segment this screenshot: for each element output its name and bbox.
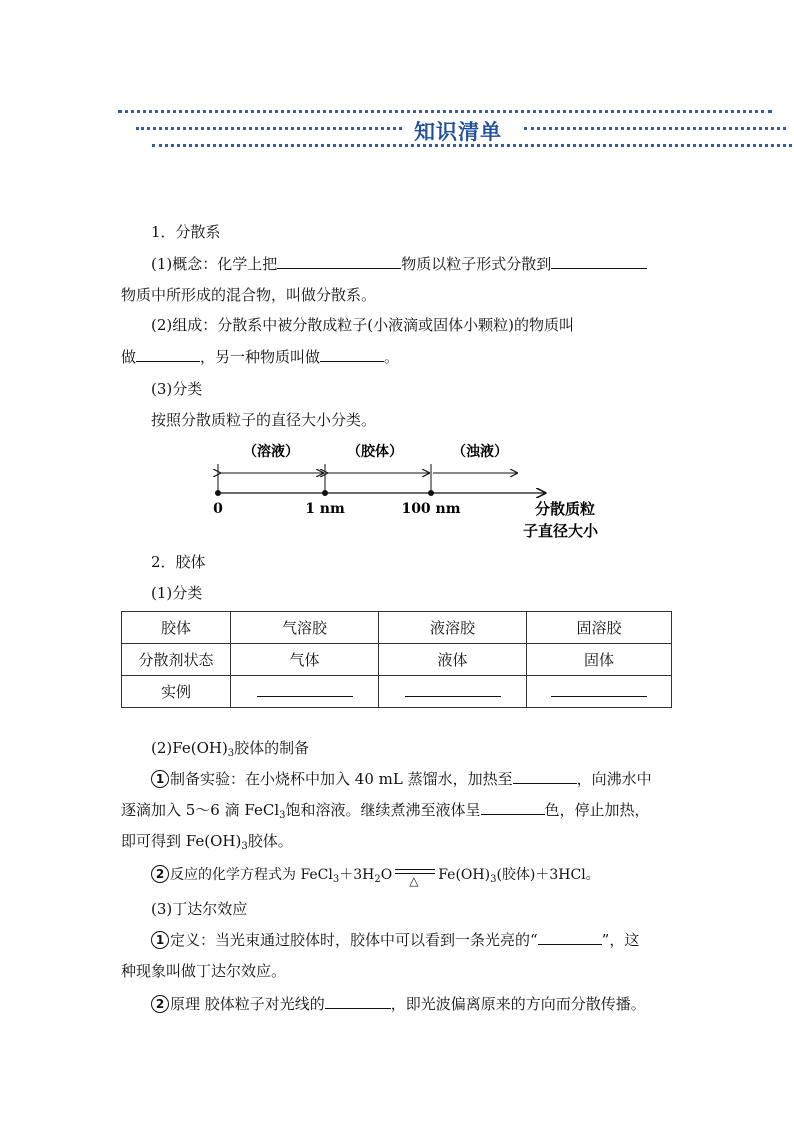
- classification-desc: 按照分散质粒子的直径大小分类。: [151, 411, 377, 429]
- definition-line-1: [151, 930, 639, 950]
- point-0: [215, 490, 221, 496]
- table-row: [122, 612, 672, 644]
- reaction-condition: [395, 865, 435, 888]
- subscript: 2: [374, 874, 381, 885]
- table-cell: 固体: [527, 644, 672, 676]
- header-dots-right: [524, 127, 786, 130]
- table-cell: 气体: [231, 644, 379, 676]
- point-1nm: [322, 490, 328, 496]
- concept-line-1: [151, 254, 647, 274]
- text: ＋3H: [339, 867, 375, 883]
- colloid-classification: (1)分类: [151, 584, 203, 602]
- header-dots-top: [118, 110, 772, 113]
- blank: [538, 930, 602, 945]
- label-suspension: （浊液）: [452, 444, 508, 460]
- table-cell: [231, 676, 379, 708]
- text: ，向沸水中: [576, 770, 652, 788]
- header-dots-left: [136, 127, 402, 130]
- blank: [405, 684, 501, 697]
- heading-dispersion-system: 1．分散系: [151, 223, 221, 241]
- subscript: 3: [227, 748, 235, 759]
- table-cell: 分散剂状态: [122, 644, 231, 676]
- experiment-line-3: [121, 831, 293, 851]
- text: 物质以粒子形式分散到: [401, 255, 552, 273]
- text: (2)Fe(OH): [151, 739, 228, 757]
- composition-line-1: (2)组成：分散系中被分散成粒子(小液滴或固体小颗粒)的物质叫: [151, 316, 574, 334]
- text: 制备实验：在小烧杯中加入 40 mL 蒸馏水，加热至: [170, 770, 513, 788]
- circled-number: 1: [151, 931, 169, 949]
- colloid-table: [121, 611, 672, 708]
- text: 反应的化学方程式为 FeCl: [170, 867, 333, 883]
- principle-line: [151, 994, 646, 1014]
- blank: [551, 254, 647, 269]
- label-solution: （溶液）: [243, 444, 299, 460]
- label-colloid: （胶体）: [347, 444, 403, 460]
- subscript: 3: [490, 874, 497, 885]
- table-row: [122, 676, 672, 708]
- text: 定义：当光束通过胶体时，胶体中可以看到一条光亮的“: [170, 931, 538, 949]
- blank: [257, 684, 353, 697]
- circled-number: 2: [151, 865, 169, 883]
- axis-label-2: 子直径大小: [523, 522, 599, 540]
- text: O: [380, 867, 393, 883]
- composition-line-2: [121, 347, 399, 367]
- subscript: 3: [279, 810, 286, 821]
- text: 。: [384, 348, 400, 366]
- heading-colloid: 2．胶体: [151, 553, 206, 571]
- circled-number: 2: [151, 995, 169, 1013]
- tick-label-100nm: 100 nm: [401, 501, 461, 517]
- section-title: 知识清单: [414, 120, 502, 144]
- text: 做: [121, 348, 137, 366]
- text: 原理 胶体粒子对光线的: [170, 995, 325, 1013]
- text: (胶体)＋3HCl。: [496, 867, 600, 883]
- preparation-heading: [151, 738, 309, 758]
- blank: [277, 254, 401, 269]
- table-cell: 胶体: [122, 612, 231, 644]
- table-cell: 实例: [122, 676, 231, 708]
- subscript: 3: [332, 874, 340, 885]
- subscript: 3: [241, 841, 248, 852]
- text: ，另一种物质叫做: [200, 348, 321, 366]
- table-cell: 固溶胶: [527, 612, 672, 644]
- table-cell: 气溶胶: [231, 612, 379, 644]
- text: (1)概念：化学上把: [151, 255, 278, 273]
- blank: [325, 994, 391, 1009]
- concept-line-2: 物质中所形成的混合物，叫做分散系。: [121, 286, 377, 304]
- definition-line-2: 种现象叫做丁达尔效应。: [121, 962, 287, 980]
- text: 饱和溶液。继续煮沸至液体呈: [285, 801, 481, 819]
- table-cell: [379, 676, 527, 708]
- text: 胶体的制备: [234, 739, 310, 757]
- text: 即可得到 Fe(OH): [121, 832, 242, 850]
- experiment-line-2: [121, 800, 650, 820]
- blank: [551, 684, 647, 697]
- text: Fe(OH): [438, 867, 491, 883]
- classification-heading: (3)分类: [151, 380, 203, 398]
- tick-label-0: 0: [213, 501, 223, 517]
- text: 色，停止加热，: [544, 801, 650, 819]
- blank: [513, 769, 577, 784]
- text: 逐滴加入 5～6 滴 FeCl: [121, 801, 280, 819]
- particle-size-diagram: [205, 436, 635, 546]
- text: ，即光波偏离原来的方向而分散传播。: [390, 995, 646, 1013]
- experiment-line-1: [151, 769, 652, 789]
- blank: [481, 800, 545, 815]
- table-cell: 液体: [379, 644, 527, 676]
- axis-label-1: 分散质粒: [535, 500, 596, 518]
- equation-line: [151, 865, 600, 888]
- blank: [136, 347, 200, 362]
- table-cell: 液溶胶: [379, 612, 527, 644]
- table-cell: [527, 676, 672, 708]
- point-100nm: [428, 490, 434, 496]
- circled-number: 1: [151, 770, 169, 788]
- text: 胶体。: [247, 832, 293, 850]
- tick-label-1nm: 1 nm: [305, 501, 345, 517]
- tyndall-heading: (3)丁达尔效应: [151, 900, 248, 918]
- blank: [320, 347, 384, 362]
- table-row: [122, 644, 672, 676]
- heat-symbol: △: [409, 874, 419, 888]
- text: ”，这: [601, 931, 640, 949]
